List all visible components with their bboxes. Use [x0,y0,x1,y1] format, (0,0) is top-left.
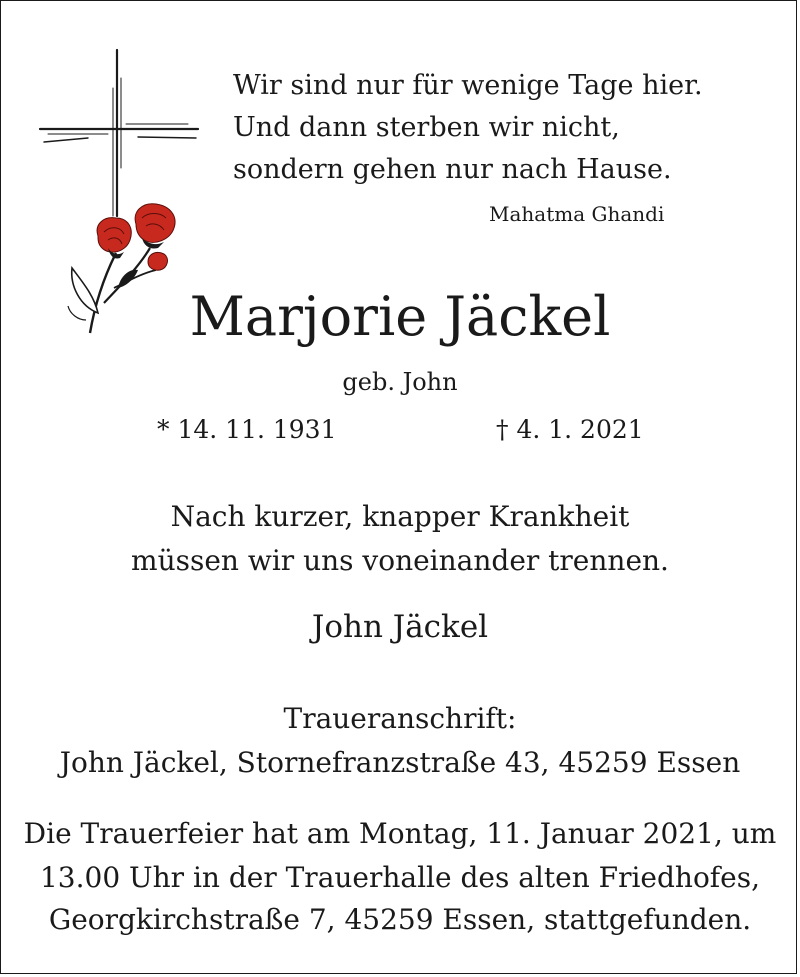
message-line-2: müssen wir uns voneinander trennen. [131,544,669,577]
quote-line-2: Und dann sterben wir nicht, [233,112,620,143]
cross-icon [40,50,198,216]
ceremony-line-3: Georgkirchstraße 7, 45259 Essen, stattgefunden. [48,903,752,936]
quote-line-1: Wir sind nur für wenige Tage hier. [233,70,703,101]
deceased-name: Marjorie Jäckel [189,285,611,348]
address-heading: Traueranschrift: [283,702,517,735]
address-line: John Jäckel, Stornefranzstraße 43, 45259 Essen [59,746,741,779]
death-date: † 4. 1. 2021 [496,415,644,444]
mourner-name: John Jäckel [311,609,489,645]
message-line-1: Nach kurzer, knapper Krankheit [170,500,630,533]
ceremony-line-1: Die Trauerfeier hat am Montag, 11. Januar 2021, um [23,817,777,850]
ceremony-line-2: 13.00 Uhr in der Trauerhalle des alten Friedhofes, [39,861,760,894]
quote-author: Mahatma Ghandi [489,202,665,226]
birth-date: * 14. 11. 1931 [157,415,337,444]
birth-name: geb. John [342,368,458,396]
quote-line-3: sondern gehen nur nach Hause. [233,154,672,185]
